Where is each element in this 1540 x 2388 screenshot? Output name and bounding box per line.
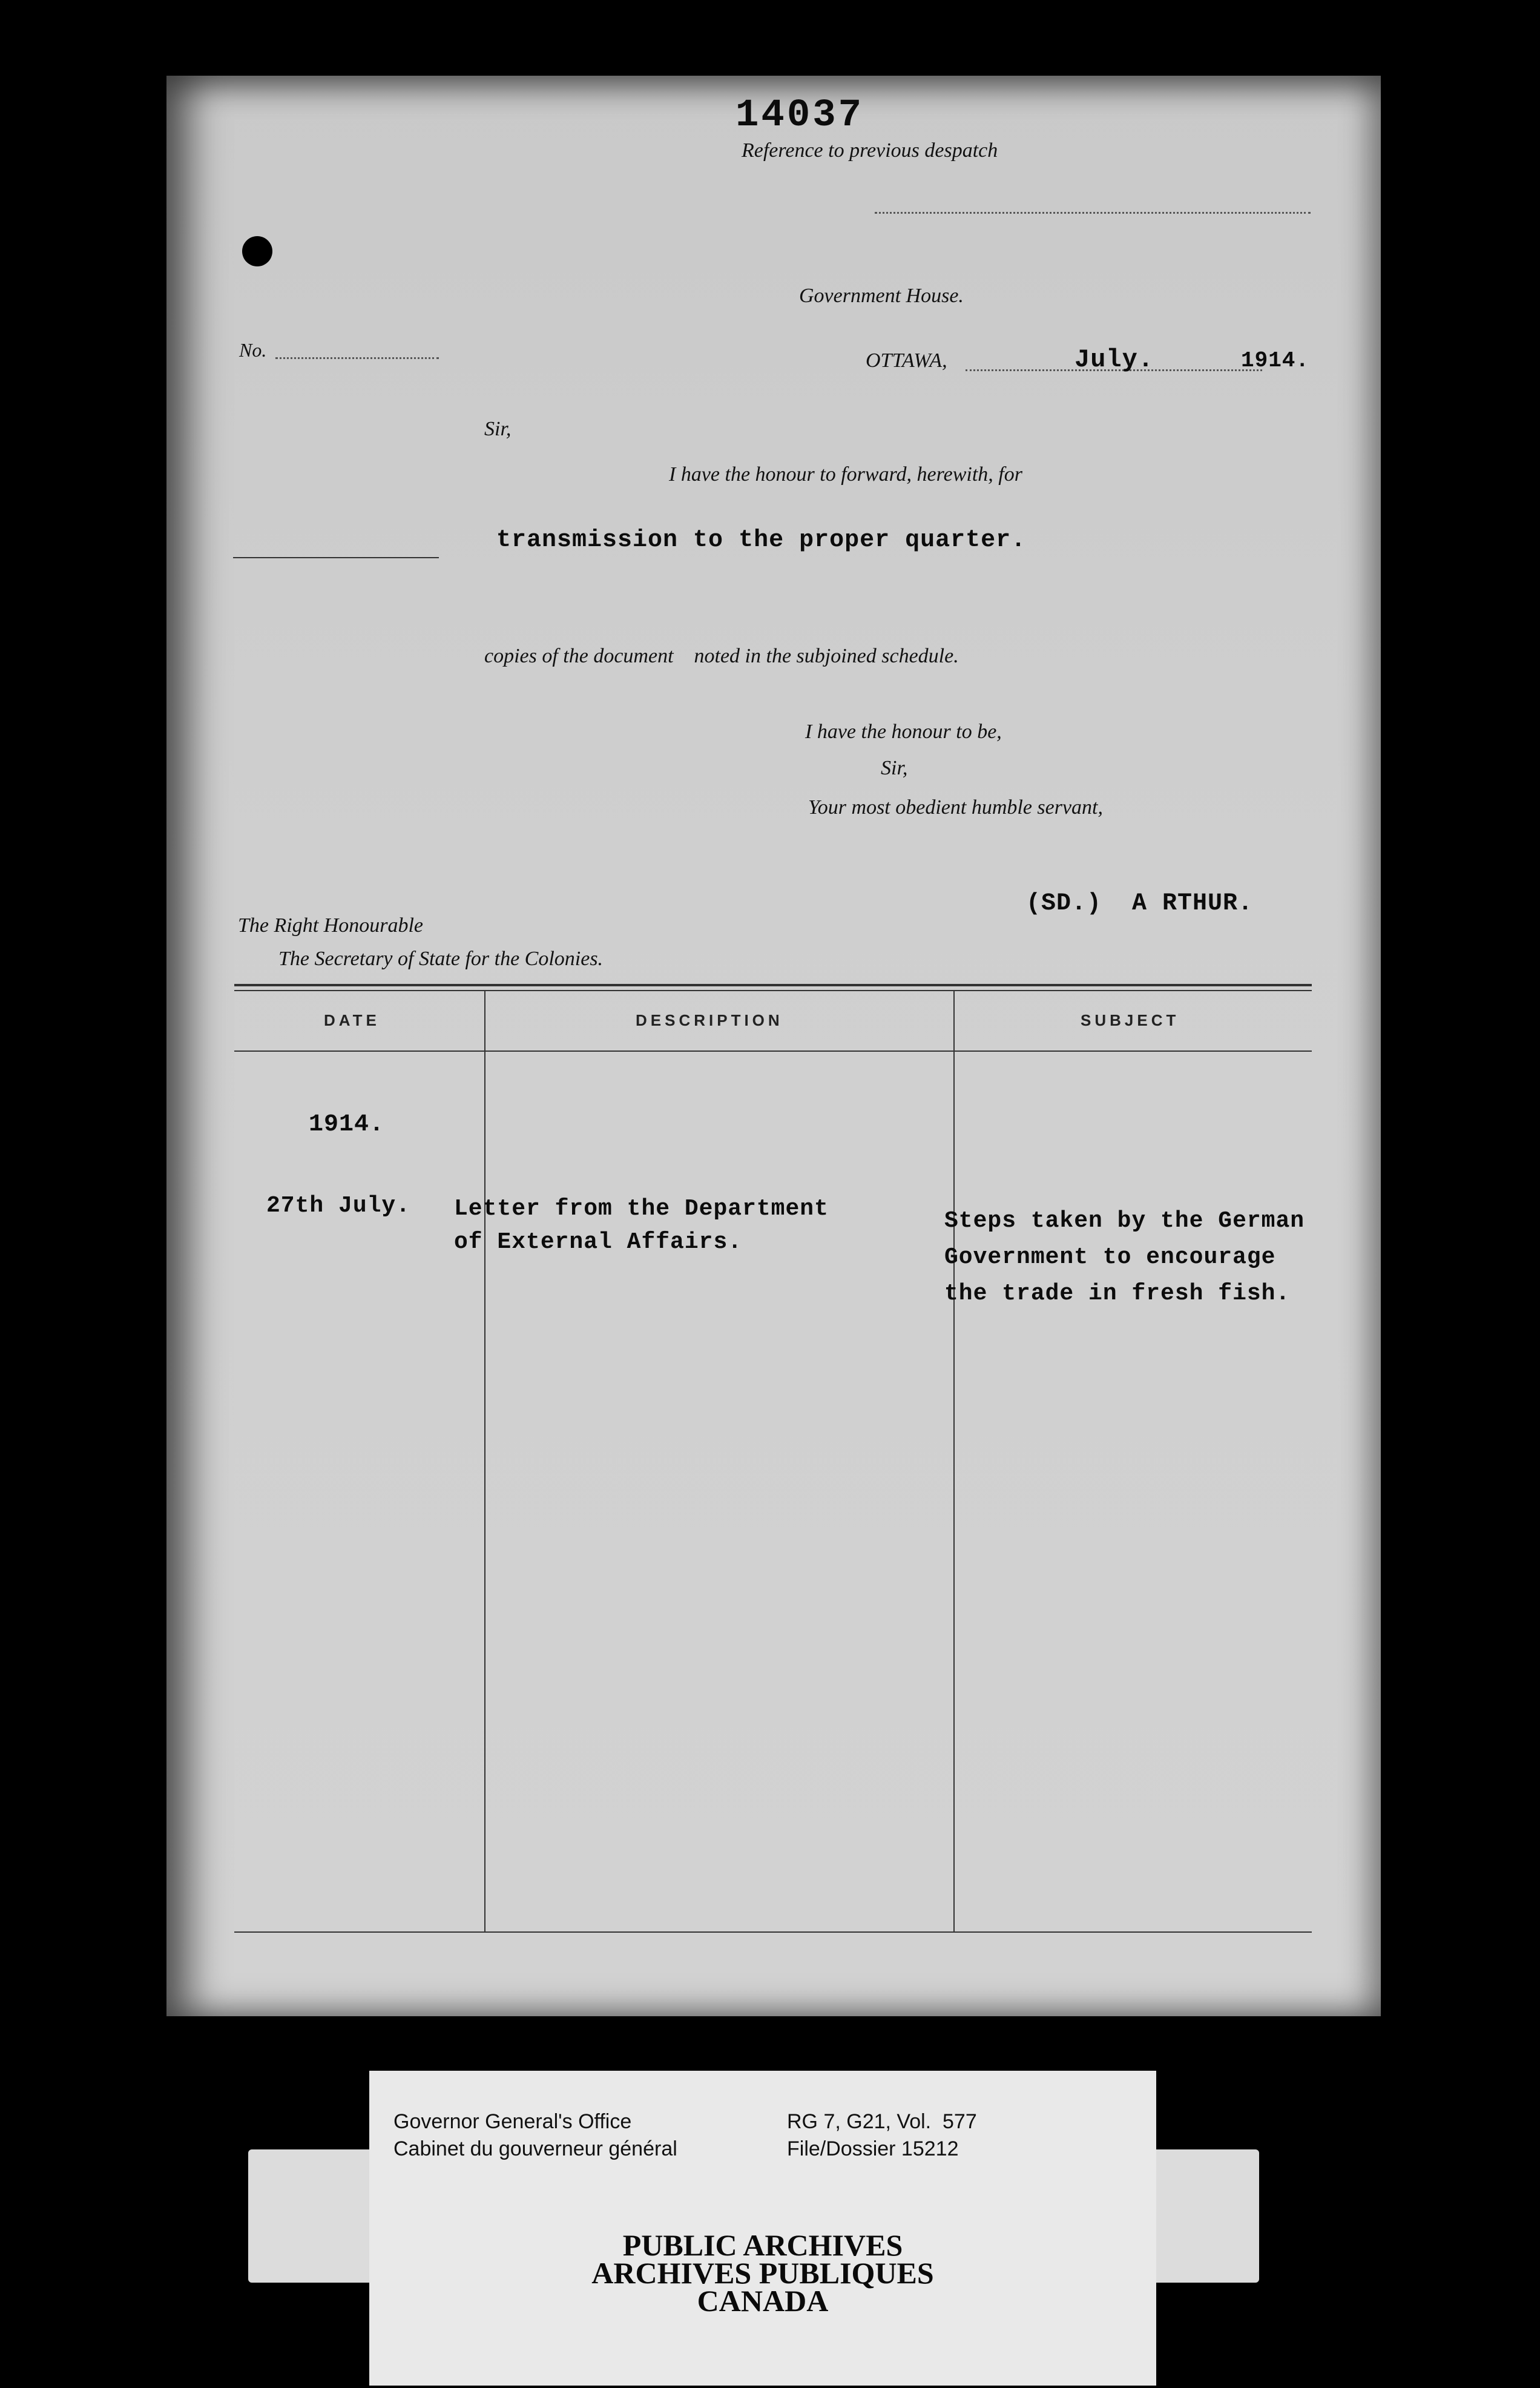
subject-line-2: Government to encourage: [944, 1244, 1276, 1270]
header-description: DESCRIPTION: [636, 1011, 783, 1029]
header-subject: SUBJECT: [1081, 1011, 1180, 1029]
archive-file: File/Dossier 15212: [787, 2137, 959, 2160]
salutation: Sir,: [484, 418, 512, 440]
month: July.: [1074, 345, 1154, 374]
left-rule: [233, 557, 439, 558]
signature: (SD.) A RTHUR.: [1026, 890, 1254, 917]
archive-label: [369, 2071, 1156, 2386]
schedule-date: 27th July.: [266, 1193, 411, 1219]
office-fr: Cabinet du gouverneur général: [393, 2137, 677, 2160]
reference-line: [875, 212, 1311, 214]
year: 1914.: [1241, 348, 1310, 373]
stamp-line-2: ARCHIVES PUBLIQUES: [591, 2256, 934, 2290]
copies-line: copies of the document noted in the subjoined schedule.: [484, 645, 959, 667]
no-line: [275, 357, 439, 359]
table-top-rule: [234, 984, 1312, 986]
header-date: DATE: [324, 1011, 380, 1029]
addressee-line-2: The Secretary of State for the Colonies.: [278, 948, 604, 970]
file-number: 14037: [735, 94, 864, 137]
addressee-line-1: The Right Honourable: [238, 914, 423, 937]
archive-reference: RG 7, G21, Vol. 577: [787, 2110, 977, 2133]
label-clip-left: [248, 2149, 375, 2283]
document-page: [166, 76, 1381, 2016]
reference-label: Reference to previous despatch: [742, 139, 998, 162]
punch-hole: [242, 236, 272, 266]
closing-line-2: Sir,: [881, 757, 908, 779]
table-top-rule-2: [234, 990, 1312, 991]
closing-line-3: Your most obedient humble servant,: [808, 796, 1104, 819]
place: OTTAWA,: [866, 349, 947, 372]
no-label: No.: [239, 339, 267, 361]
column-divider-1: [484, 991, 485, 1931]
subject-line-1: Steps taken by the German: [944, 1208, 1305, 1234]
stamp-line-3: CANADA: [697, 2284, 829, 2318]
table-header-rule: [234, 1051, 1312, 1052]
stamp-line-1: PUBLIC ARCHIVES: [622, 2228, 903, 2262]
office-en: Governor General's Office: [393, 2110, 632, 2133]
subject-line-3: the trade in fresh fish.: [944, 1281, 1291, 1307]
table-bottom-rule: [234, 1931, 1312, 1933]
column-divider-2: [953, 991, 955, 1931]
government-house: Government House.: [799, 285, 964, 307]
schedule-year: 1914.: [309, 1111, 385, 1138]
description-line-2: of External Affairs.: [454, 1229, 743, 1255]
purpose: transmission to the proper quarter.: [496, 527, 1027, 554]
description-line-1: Letter from the Department: [454, 1196, 829, 1222]
closing-line-1: I have the honour to be,: [805, 721, 1002, 743]
honour-forward: I have the honour to forward, herewith, for: [669, 463, 1022, 486]
label-clip-right: [1138, 2149, 1259, 2283]
